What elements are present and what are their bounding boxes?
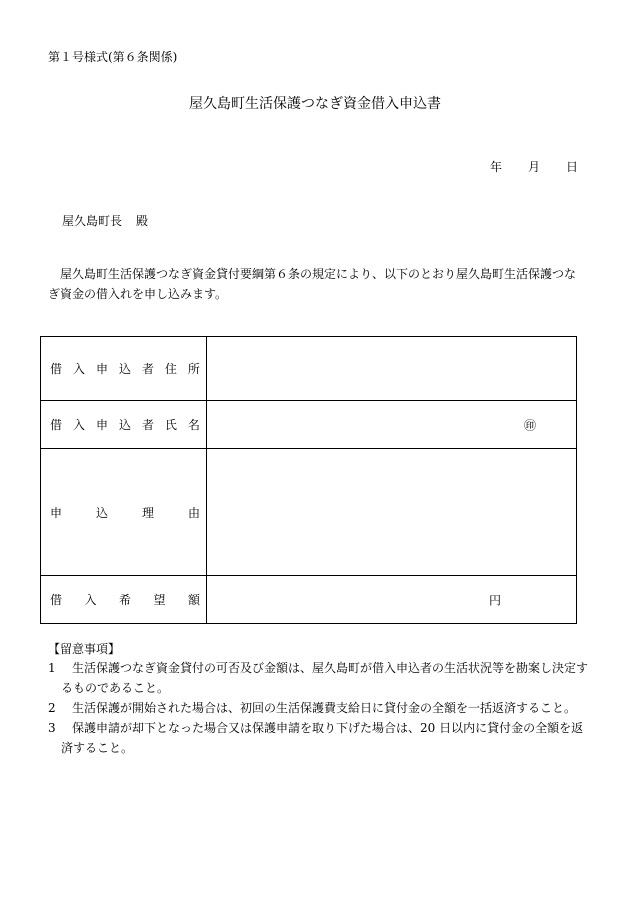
label-char: 所 [187, 362, 200, 376]
label-char: 借 [50, 593, 63, 607]
label-char: 由 [187, 505, 200, 520]
label-char: 込 [118, 362, 131, 376]
date-month-label: 月 [528, 160, 541, 174]
label-char: 申 [50, 505, 63, 520]
note-item [48, 718, 595, 758]
note-text: 生活保護が開始された場合は、初回の生活保護費支給日に貸付金の全額を一括返済すること。 [72, 701, 577, 715]
label-char: 借 [50, 362, 63, 376]
yen-unit: 円 [489, 593, 502, 607]
label-char: 額 [187, 593, 200, 607]
note-number: 3 [48, 721, 56, 735]
date-day-label: 日 [566, 160, 579, 174]
label-char: 込 [118, 418, 131, 432]
addressee [62, 212, 148, 229]
table-row-reason [41, 449, 577, 576]
label-char: 名 [187, 418, 200, 432]
note-number: 1 [48, 661, 56, 675]
label-char: 入 [72, 362, 85, 376]
note-text: 生活保護つなぎ資金貸付の可否及び金額は、屋久島町が借入申込者の生活状況等を勘案し決定するものであること。 [61, 661, 589, 695]
addressee-honorific: 殿 [136, 214, 149, 228]
label-char: 入 [72, 418, 85, 432]
table-row-name [41, 401, 577, 449]
name-field[interactable] [207, 401, 577, 449]
name-label [41, 401, 207, 449]
label-char: 者 [141, 418, 154, 432]
reason-label [41, 449, 207, 576]
application-table [40, 336, 577, 624]
label-char: 申 [95, 418, 108, 432]
table-row-address [41, 337, 577, 401]
amount-label [41, 576, 207, 624]
addressee-name: 屋久島町長 [62, 214, 123, 228]
seal-mark: ㊞ [523, 418, 536, 432]
label-char: 者 [141, 362, 154, 376]
reason-field[interactable] [207, 449, 577, 576]
label-char: 入 [84, 593, 97, 607]
document-title: 屋久島町生活保護つなぎ資金借入申込書 [189, 96, 441, 112]
notes-heading: 【留意事項】 [48, 642, 121, 656]
address-field[interactable] [207, 337, 577, 401]
note-item [48, 658, 595, 698]
label-char: 込 [95, 505, 108, 520]
label-char: 申 [95, 362, 108, 376]
table-row-amount [41, 576, 577, 624]
date-year-label: 年 [490, 160, 503, 174]
label-char: 希 [118, 593, 131, 607]
application-statement: 屋久島町生活保護つなぎ資金貸付要綱第６条の規定により、以下のとおり屋久島町生活保護つなぎ資金の借入れを申し込みます。 [48, 267, 577, 301]
address-label [41, 337, 207, 401]
label-char: 住 [164, 362, 177, 376]
amount-field[interactable] [207, 576, 577, 624]
form-number: 第１号様式(第６条関係) [48, 50, 178, 64]
label-char: 望 [153, 593, 166, 607]
note-number: 2 [48, 701, 56, 715]
note-item [48, 698, 595, 718]
label-char: 借 [50, 418, 63, 432]
label-char: 理 [141, 505, 154, 520]
note-text: 保護申請が却下となった場合又は保護申請を取り下げた場合は、20 日以内に貸付金の全額を返済すること。 [61, 721, 584, 755]
label-char: 氏 [164, 418, 177, 432]
